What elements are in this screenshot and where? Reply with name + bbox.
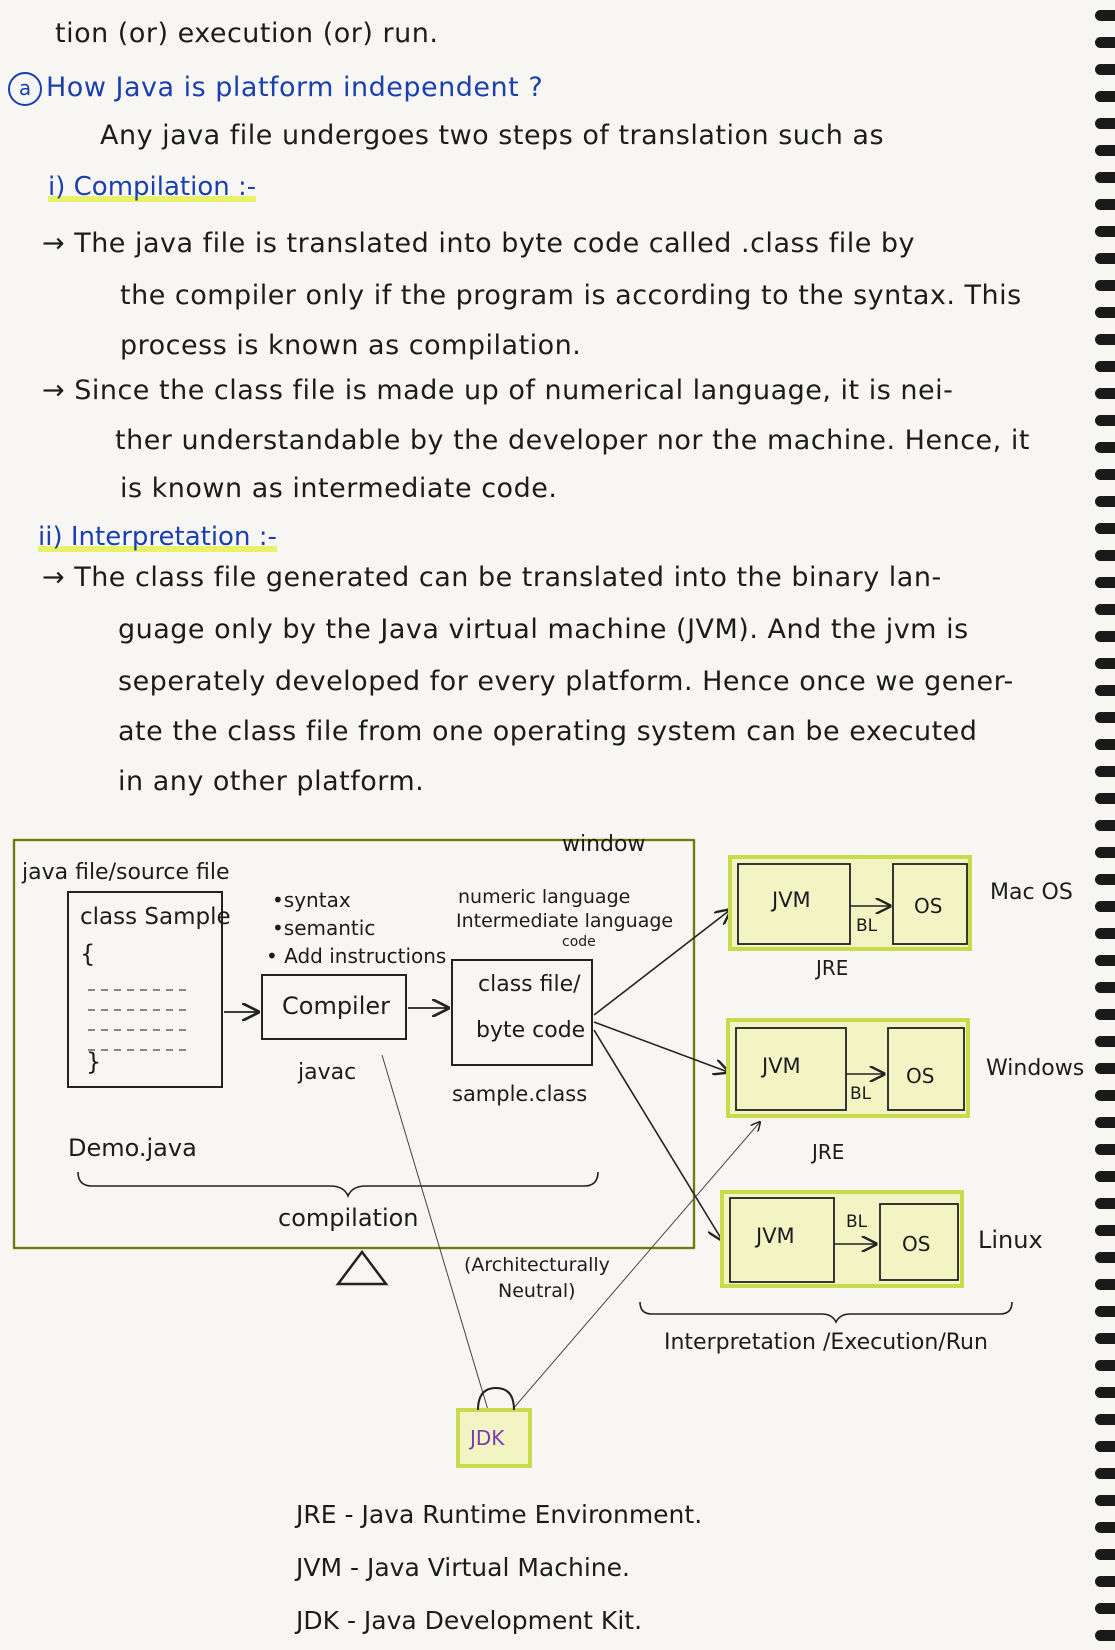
spiral-ring [1095, 1387, 1115, 1398]
spiral-ring [1095, 307, 1115, 318]
numeric-note-3: code [562, 934, 596, 950]
demo-java-label: Demo.java [68, 1134, 197, 1162]
text-line: ther understandable by the developer nor the machine. Hence, it [115, 425, 1030, 456]
spiral-ring [1095, 1090, 1115, 1101]
spiral-ring [1095, 577, 1115, 588]
text-line: guage only by the Java virtual machine (JVM). And the jvm is [118, 614, 969, 645]
spiral-ring [1095, 64, 1115, 75]
spiral-ring [1095, 793, 1115, 804]
os-label-windows: OS [906, 1064, 935, 1088]
spiral-ring [1095, 226, 1115, 237]
question-badge: a [8, 72, 42, 106]
spiral-ring [1095, 901, 1115, 912]
interpretation-heading: ii) Interpretation :- [38, 522, 277, 552]
jre-label-mac: JRE [816, 956, 849, 980]
spiral-ring [1095, 1576, 1115, 1587]
spiral-ring [1095, 550, 1115, 561]
spiral-ring [1095, 1360, 1115, 1371]
spiral-ring [1095, 631, 1115, 642]
spiral-ring [1095, 91, 1115, 102]
spiral-ring [1095, 334, 1115, 345]
spiral-ring [1095, 604, 1115, 615]
sample-class-label: sample.class [452, 1082, 588, 1106]
interpretation-brace [640, 1302, 1012, 1322]
spiral-ring [1095, 712, 1115, 723]
platform-name-mac: Mac OS [990, 880, 1073, 905]
spiral-ring [1095, 1468, 1115, 1479]
spiral-ring [1095, 1144, 1115, 1155]
spiral-ring [1095, 1225, 1115, 1236]
spiral-ring [1095, 1306, 1115, 1317]
spiral-ring [1095, 1117, 1115, 1128]
bl-label-linux: BL [846, 1212, 868, 1232]
question-heading: How Java is platform independent ? [46, 72, 544, 103]
compiler-label: Compiler [282, 992, 391, 1020]
spiral-ring [1095, 685, 1115, 696]
spiral-ring [1095, 1414, 1115, 1425]
jre-label-windows: JRE [812, 1140, 845, 1164]
bl-label-windows: BL [850, 1084, 872, 1104]
text-line: → The class file generated can be translated into the binary lan- [42, 562, 942, 593]
spiral-ring [1095, 469, 1115, 480]
window-label: window [562, 832, 646, 857]
source-file-label: java file/source file [22, 860, 230, 885]
spiral-ring [1095, 172, 1115, 183]
spiral-ring [1095, 1252, 1115, 1263]
javac-label: javac [298, 1060, 357, 1085]
numeric-note-1: numeric language [458, 886, 631, 908]
spiral-ring [1095, 1171, 1115, 1182]
numeric-note-2: Intermediate language [456, 910, 674, 932]
spiral-ring [1095, 847, 1115, 858]
definition-jvm: JVM - Java Virtual Machine. [296, 1553, 630, 1582]
arch-label-2: Neutral) [498, 1280, 576, 1302]
os-label-mac: OS [914, 894, 943, 918]
spiral-ring [1095, 955, 1115, 966]
jvm-label-mac: JVM [772, 888, 811, 912]
check-semantic: •semantic [272, 916, 376, 940]
classfile-line-1: class file/ [478, 972, 581, 997]
spiral-ring [1095, 874, 1115, 885]
os-label-linux: OS [902, 1232, 931, 1256]
spiral-ring [1095, 1198, 1115, 1209]
spiral-ring [1095, 1279, 1115, 1290]
spiral-ring [1095, 766, 1115, 777]
jvm-label-linux: JVM [756, 1224, 795, 1248]
intro-line: tion (or) execution (or) run. [55, 18, 439, 49]
spiral-ring [1095, 37, 1115, 48]
spiral-ring [1095, 388, 1115, 399]
spiral-ring [1095, 118, 1115, 129]
spiral-ring [1095, 253, 1115, 264]
interpretation-label: Interpretation /Execution/Run [664, 1330, 988, 1355]
lead-text: Any java file undergoes two steps of translation such as [100, 120, 885, 151]
platform-name-linux: Linux [978, 1226, 1043, 1254]
spiral-ring [1095, 523, 1115, 534]
fulcrum-triangle [338, 1252, 386, 1284]
spiral-ring [1095, 1495, 1115, 1506]
spiral-ring [1095, 820, 1115, 831]
definition-jdk: JDK - Java Development Kit. [296, 1606, 643, 1635]
text-line: process is known as compilation. [120, 330, 582, 361]
spiral-ring [1095, 496, 1115, 507]
spiral-ring [1095, 1603, 1115, 1614]
spiral-ring [1095, 361, 1115, 372]
platform-name-windows: Windows [986, 1056, 1085, 1081]
jvm-label-windows: JVM [762, 1054, 801, 1078]
spiral-ring [1095, 1630, 1115, 1641]
spiral-ring [1095, 1009, 1115, 1020]
open-brace: { [80, 940, 96, 968]
compilation-heading: i) Compilation :- [48, 172, 257, 202]
arch-label-1: (Architecturally [464, 1254, 610, 1276]
spiral-ring [1095, 1441, 1115, 1452]
spiral-ring [1095, 280, 1115, 291]
text-line: seperately developed for every platform. Hence once we gener- [118, 666, 1014, 697]
text-line: ate the class file from one operating system can be executed [118, 716, 978, 747]
text-line: → Since the class file is made up of numerical language, it is nei- [42, 375, 954, 406]
compilation-label: compilation [278, 1204, 419, 1232]
bl-label-mac: BL [856, 916, 878, 936]
spiral-ring [1095, 982, 1115, 993]
classfile-line-2: byte code [476, 1018, 586, 1043]
spiral-ring [1095, 415, 1115, 426]
spiral-ring [1095, 199, 1115, 210]
spiral-ring [1095, 442, 1115, 453]
spiral-ring [1095, 1549, 1115, 1560]
check-syntax: •syntax [272, 888, 351, 912]
spiral-ring [1095, 1333, 1115, 1344]
spiral-ring [1095, 928, 1115, 939]
text-line: the compiler only if the program is according to the syntax. This [120, 280, 1022, 311]
spiral-ring [1095, 1522, 1115, 1533]
compilation-brace [78, 1172, 598, 1196]
class-line: class Sample [80, 904, 231, 930]
text-line: in any other platform. [118, 766, 425, 797]
definition-jre: JRE - Java Runtime Environment. [296, 1500, 703, 1529]
spiral-ring [1095, 1036, 1115, 1047]
notebook-spiral [1085, 0, 1115, 1650]
spiral-ring [1095, 145, 1115, 156]
spiral-ring [1095, 1063, 1115, 1074]
jdk-label: JDK [470, 1426, 505, 1450]
close-brace: } [86, 1048, 102, 1076]
text-line: is known as intermediate code. [120, 473, 558, 504]
spiral-ring [1095, 10, 1115, 21]
spiral-ring [1095, 739, 1115, 750]
spiral-ring [1095, 658, 1115, 669]
check-add-instructions: • Add instructions [266, 944, 447, 968]
text-line: → The java file is translated into byte code called .class file by [42, 228, 916, 259]
